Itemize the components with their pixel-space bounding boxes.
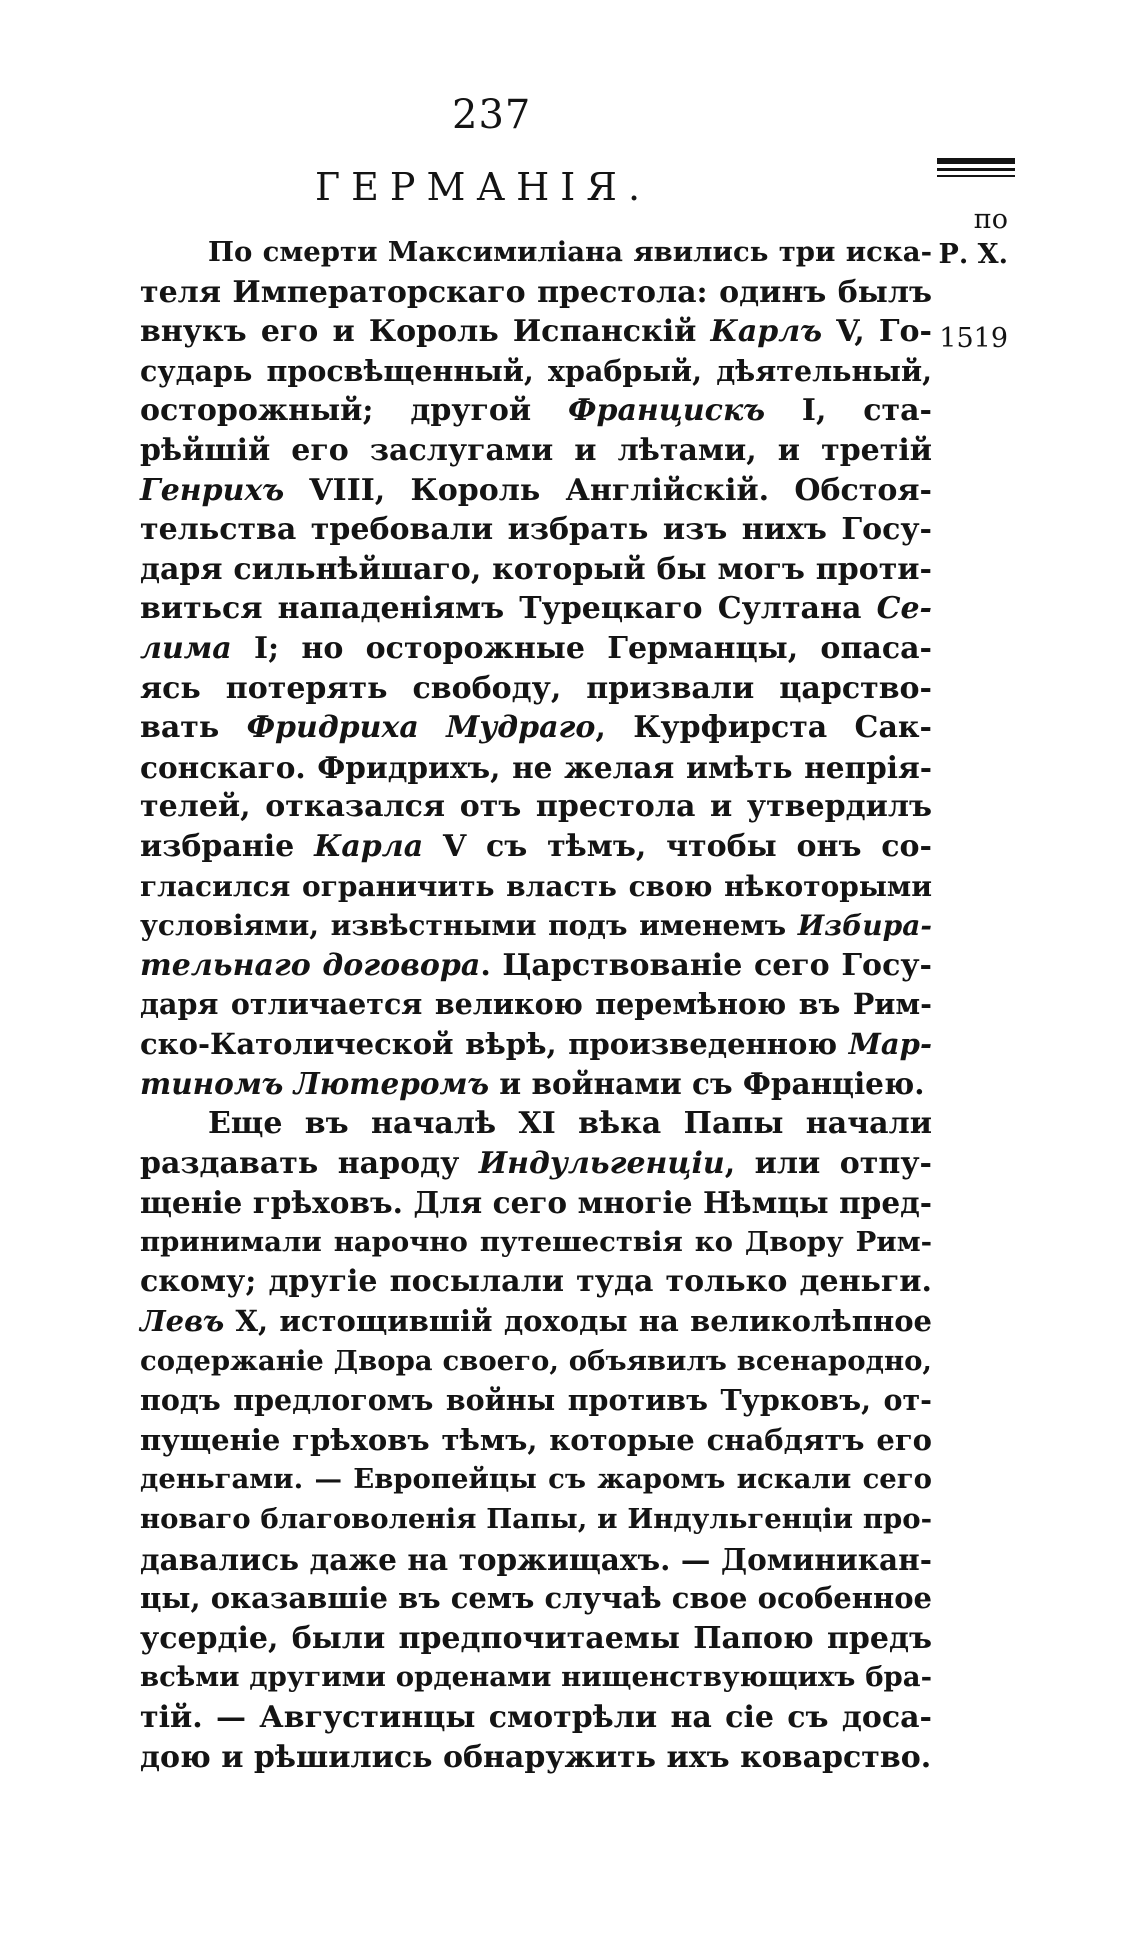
text-span: сонскаго. Фридрихъ, не желая имѣть непрія- bbox=[140, 749, 932, 785]
text-line bbox=[140, 1223, 932, 1263]
text-span: виться нападеніямъ Турецкаго Султана bbox=[140, 591, 877, 627]
text-line bbox=[140, 1658, 932, 1698]
text-span: тельства требовали избрать изъ нихъ Госу- bbox=[140, 512, 932, 548]
text-line bbox=[140, 1302, 932, 1342]
line-measure bbox=[140, 591, 932, 626]
line-measure bbox=[140, 393, 932, 428]
text-span: Еще въ началѣ XI вѣка Папы начали bbox=[208, 1106, 932, 1142]
text-span: телей, отказался отъ престола и утвердилъ bbox=[140, 789, 932, 825]
text-line bbox=[140, 827, 932, 867]
text-span: внукъ его и Король Испанскій bbox=[140, 314, 711, 350]
text-line bbox=[140, 1619, 932, 1659]
line-measure bbox=[140, 948, 932, 983]
italic-name-span: тельнаго договора bbox=[140, 947, 481, 983]
text-line bbox=[140, 1579, 932, 1619]
text-line bbox=[140, 510, 932, 550]
line-measure bbox=[140, 552, 932, 587]
text-line bbox=[140, 946, 932, 986]
text-span: , или отпу- bbox=[724, 1145, 932, 1181]
line-measure bbox=[140, 1304, 932, 1338]
italic-name-span: лима bbox=[140, 630, 232, 666]
text-line bbox=[140, 985, 932, 1025]
chapter-title: ГЕРМАНІЯ. bbox=[315, 165, 652, 209]
text-line bbox=[140, 471, 932, 511]
line-measure bbox=[208, 236, 932, 268]
line-measure bbox=[140, 671, 932, 706]
text-span: тій. — Августинцы смотрѣли на сіе съ доса- bbox=[140, 1699, 932, 1735]
text-span: теля Императорскаго престола: одинъ былъ bbox=[140, 274, 932, 310]
line-measure bbox=[140, 829, 932, 864]
text-line bbox=[140, 1500, 932, 1540]
line-measure bbox=[140, 275, 932, 310]
italic-name-span: Мар- bbox=[848, 1026, 932, 1061]
line-measure bbox=[140, 433, 932, 468]
line-measure bbox=[140, 1621, 932, 1656]
text-line bbox=[140, 1698, 932, 1738]
text-span: I, ста- bbox=[765, 393, 932, 429]
text-span: деньгами. — Европейцы съ жаромъ искали сего bbox=[140, 1463, 932, 1496]
text-line bbox=[140, 1381, 932, 1421]
line-measure bbox=[140, 1463, 932, 1495]
text-span: подъ предлогомъ войны противъ Турковъ, от- bbox=[140, 1383, 932, 1418]
line-measure bbox=[140, 512, 932, 547]
line-measure bbox=[140, 750, 932, 785]
text-span: раздавать народу bbox=[140, 1145, 479, 1181]
text-line bbox=[140, 867, 932, 907]
text-line bbox=[140, 1144, 932, 1184]
text-span: избраніе bbox=[140, 828, 315, 864]
text-line bbox=[140, 233, 932, 273]
line-measure bbox=[140, 473, 932, 508]
line-measure bbox=[140, 354, 932, 388]
line-measure bbox=[140, 1185, 932, 1220]
text-span: вать bbox=[140, 710, 247, 746]
text-line bbox=[140, 906, 932, 946]
text-span: рѣйшій его заслугами и лѣтами, и третій bbox=[140, 432, 932, 468]
text-span: ско-Католической вѣрѣ, произведенною bbox=[140, 1026, 849, 1061]
text-span: давались даже на торжищахъ. — Доминикан- bbox=[140, 1541, 932, 1577]
text-span: VIII, Король Англійскій. Обстоя- bbox=[284, 472, 932, 508]
line-measure bbox=[140, 1345, 932, 1377]
header-rule bbox=[937, 168, 1015, 171]
text-span: V съ тѣмъ, чтобы онъ со- bbox=[423, 828, 932, 864]
text-span: цы, оказавшіе въ семъ случаѣ свое особенное bbox=[140, 1581, 932, 1616]
text-line bbox=[140, 629, 932, 669]
italic-name-span: Левъ bbox=[140, 1304, 225, 1339]
text-span: дою и рѣшились обнаружить ихъ коварство. bbox=[140, 1739, 932, 1775]
text-span: V, Го- bbox=[822, 314, 932, 350]
text-span: всѣми другими орденами нищенствующихъ бра- bbox=[140, 1661, 932, 1694]
line-measure bbox=[140, 314, 932, 349]
text-span: гласился ограничить власть свою нѣкоторыми bbox=[140, 869, 932, 903]
text-line bbox=[140, 1104, 932, 1144]
text-span: даря сильнѣйшаго, который бы могъ проти- bbox=[140, 551, 932, 587]
text-line bbox=[140, 787, 932, 827]
line-measure bbox=[140, 789, 932, 824]
text-line bbox=[140, 1460, 932, 1500]
page-number: 237 bbox=[452, 92, 532, 138]
text-span: X, истощившій доходы на великолѣпное bbox=[224, 1304, 932, 1339]
text-line bbox=[140, 1064, 932, 1104]
line-measure bbox=[140, 1226, 932, 1258]
line-measure bbox=[140, 870, 932, 903]
line-measure bbox=[140, 1661, 932, 1693]
line-measure bbox=[140, 1581, 932, 1615]
text-span: сударь просвѣщенный, храбрый, дѣятельный, bbox=[140, 353, 932, 388]
italic-name-span: тиномъ Лютеромъ bbox=[140, 1066, 490, 1102]
text-span: пущеніе грѣховъ тѣмъ, которые снабдятъ его bbox=[140, 1422, 932, 1457]
italic-name-span: Се- bbox=[876, 591, 932, 627]
line-measure bbox=[208, 1106, 932, 1141]
text-span: скому; другіе посылали туда только деньги. bbox=[140, 1264, 932, 1300]
text-line bbox=[140, 352, 932, 392]
text-line bbox=[140, 708, 932, 748]
line-measure bbox=[140, 710, 932, 745]
header-rule bbox=[937, 175, 1015, 177]
text-line bbox=[140, 589, 932, 629]
text-line bbox=[140, 1183, 932, 1223]
text-line bbox=[140, 1342, 932, 1382]
text-span: условіями, извѣстными подъ именемъ bbox=[140, 909, 798, 943]
line-measure bbox=[140, 1383, 932, 1417]
margin-note-year: 1519 bbox=[939, 323, 1008, 354]
header-rule bbox=[937, 158, 1015, 164]
text-span: I; но осторожные Германцы, опаса- bbox=[231, 630, 932, 666]
italic-name-span: Генрихъ bbox=[140, 472, 285, 508]
text-span: содержаніе Двора своего, объявилъ всенародно, bbox=[140, 1344, 932, 1377]
line-measure bbox=[140, 1542, 932, 1577]
text-span: даря отличается великою перемѣною въ Рим- bbox=[140, 987, 932, 1022]
italic-name-span: Францискъ bbox=[568, 393, 766, 429]
text-line bbox=[140, 669, 932, 709]
text-line bbox=[140, 1262, 932, 1302]
text-line bbox=[140, 1540, 932, 1580]
line-measure bbox=[140, 1423, 932, 1457]
text-line bbox=[140, 391, 932, 431]
italic-name-span: Карлъ bbox=[710, 314, 823, 350]
text-line bbox=[140, 312, 932, 352]
text-line bbox=[140, 1025, 932, 1065]
italic-name-span: Фридриха Мудраго bbox=[246, 710, 596, 746]
text-span: ясь потерять свободу, призвали царство- bbox=[140, 670, 932, 706]
line-measure bbox=[140, 1700, 932, 1735]
text-span: . Царствованіе сего Госу- bbox=[480, 947, 932, 983]
italic-name-span: Избира- bbox=[797, 909, 932, 943]
text-line bbox=[140, 273, 932, 313]
text-span: усердіе, были предпочитаемы Папою предъ bbox=[140, 1620, 932, 1656]
margin-note-era: Р. Х. bbox=[938, 239, 1008, 270]
italic-name-span: Индульгенціи bbox=[478, 1145, 725, 1181]
text-span: и войнами съ Франціею. bbox=[489, 1066, 925, 1102]
text-line bbox=[140, 1738, 932, 1778]
text-line bbox=[140, 550, 932, 590]
text-span: щеніе грѣховъ. Для сего многіе Нѣмцы пред- bbox=[140, 1185, 932, 1221]
margin-note-po: по bbox=[973, 204, 1008, 235]
line-measure bbox=[140, 1066, 924, 1101]
text-span: принимали нарочно путешествія ко Двору Рим- bbox=[140, 1225, 932, 1258]
line-measure bbox=[140, 1740, 931, 1775]
text-line bbox=[140, 431, 932, 471]
text-span: осторожный; другой bbox=[140, 393, 569, 429]
line-measure bbox=[140, 1027, 932, 1061]
text-line bbox=[140, 748, 932, 788]
line-measure bbox=[140, 1264, 932, 1299]
line-measure bbox=[140, 631, 932, 666]
text-line bbox=[140, 1421, 932, 1461]
line-measure bbox=[140, 987, 932, 1021]
text-span: По смерти Максимиліана явились три иска- bbox=[208, 236, 932, 268]
line-measure bbox=[140, 909, 932, 942]
text-span: новаго благоволенія Папы, и Индульгенціи про- bbox=[140, 1503, 932, 1535]
line-measure bbox=[140, 1503, 932, 1535]
text-span: , Курфирста Сак- bbox=[595, 710, 932, 746]
body-text bbox=[140, 233, 932, 1777]
line-measure bbox=[140, 1146, 932, 1181]
italic-name-span: Карла bbox=[314, 828, 424, 864]
